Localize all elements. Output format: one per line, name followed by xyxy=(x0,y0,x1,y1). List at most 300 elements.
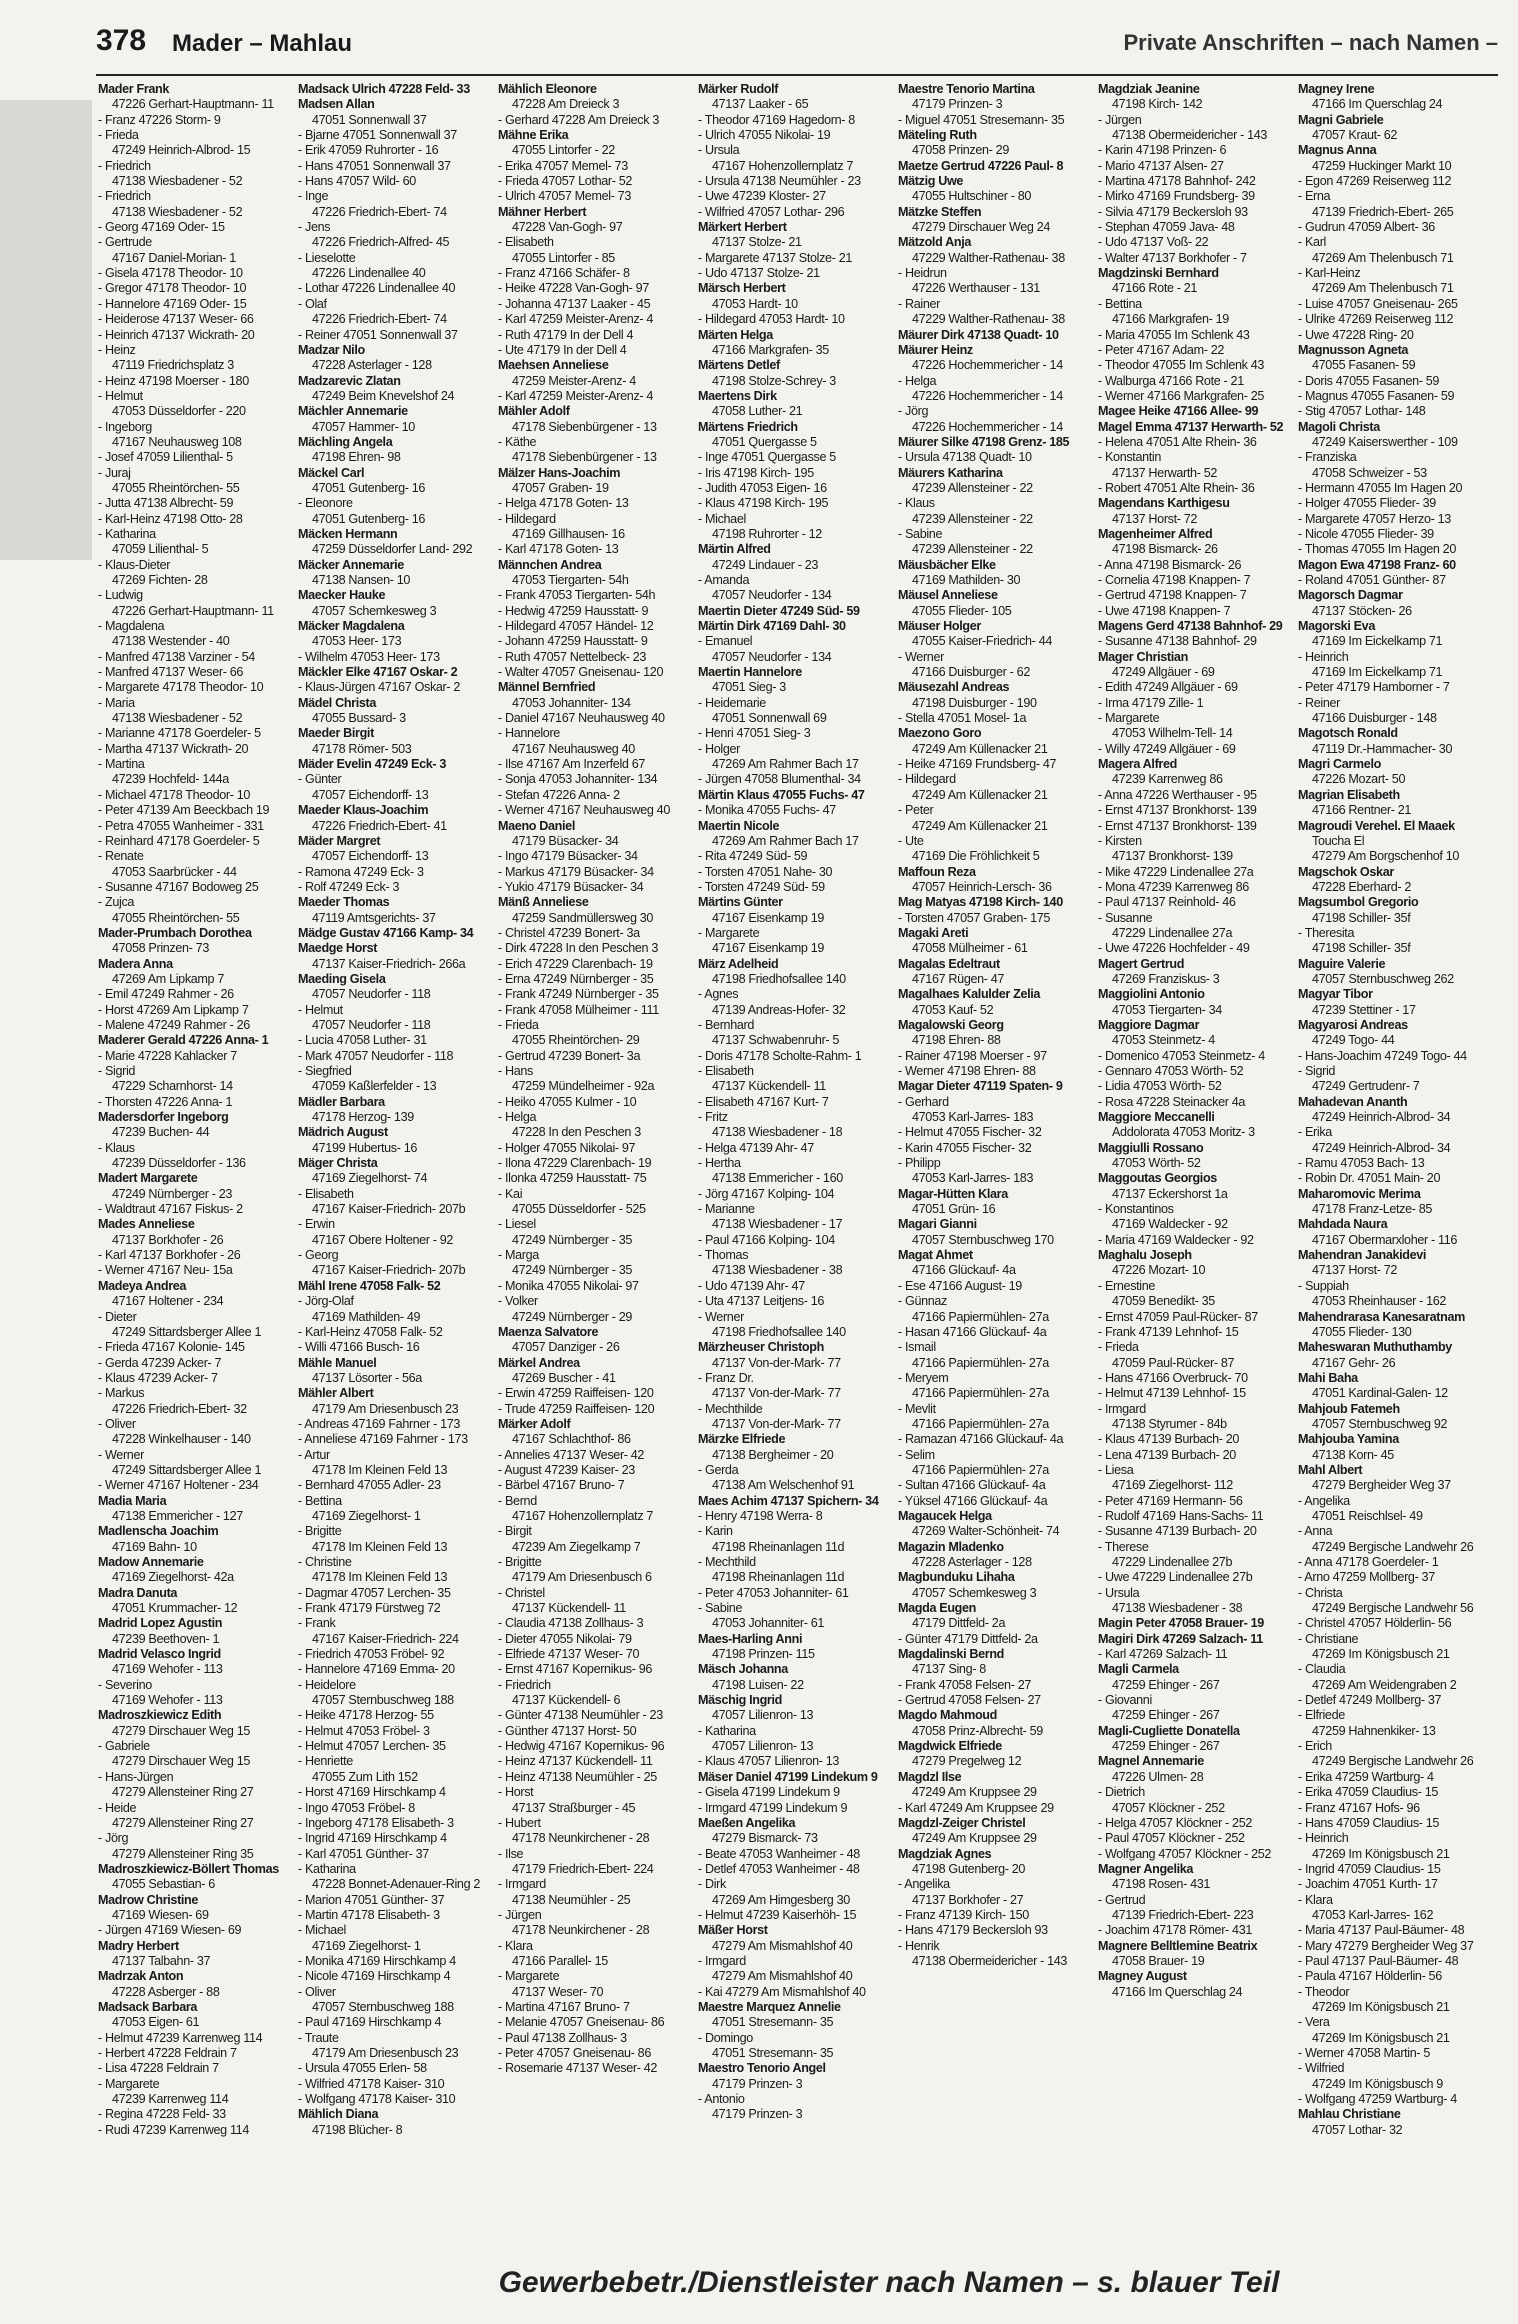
entry-line: - Ingeborg xyxy=(98,419,152,434)
entry-line: - Robin Dr. 47051 Main- 20 xyxy=(1298,1171,1441,1186)
entry-line: - Maria 47055 Im Schlenk 43 xyxy=(1098,327,1250,342)
entry-name: Mäger Christa xyxy=(298,1156,378,1171)
entry-line: - Peter 47057 Gneisenau- 86 xyxy=(498,2046,651,2060)
entry-line: 47137 Sing- 8 xyxy=(912,1662,986,1677)
entry-line: 47269 Fichten- 28 xyxy=(112,573,208,587)
entry-line: 47057 Neudorfer - 118 xyxy=(312,1017,431,1032)
entry-line: 47137 Herwarth- 52 xyxy=(1112,465,1218,480)
entry-line: - Franz 47166 Schäfer- 8 xyxy=(498,266,630,281)
entry-line: - Franz 47226 Storm- 9 xyxy=(98,112,221,127)
entry-line: 47055 Kaiser-Friedrich- 44 xyxy=(912,634,1052,649)
entry-line: - Iris 47198 Kirch- 195 xyxy=(698,465,814,480)
entry-line: 47166 Papiermühlen- 27a xyxy=(912,1309,1049,1324)
entry-line: 47057 Heinrich-Lersch- 36 xyxy=(912,879,1052,894)
entry-line: - Hedwig 47259 Hausstatt- 9 xyxy=(498,603,649,618)
entry-name: Mädrich August xyxy=(298,1125,388,1140)
entry-name: Maggiore Dagmar xyxy=(1098,1017,1200,1032)
entry-name: Madera Anna xyxy=(98,956,173,971)
entry-line: - Karl 47259 Meister-Arenz- 4 xyxy=(498,312,654,327)
entry-line: 47138 Emmericher - 160 xyxy=(712,1171,843,1186)
entry-line: 47226 Friedrich-Ebert- 41 xyxy=(312,818,447,833)
entry-line: - Käthe xyxy=(498,434,537,449)
entry-line: - Eleonore xyxy=(298,496,353,511)
entry-line: 47198 Rosen- 431 xyxy=(1112,1877,1211,1892)
entry-line: - Dieter 47055 Nikolai- 79 xyxy=(498,1631,632,1646)
entry-name: Magri Carmelo xyxy=(1298,757,1381,772)
entry-name: Magera Alfred xyxy=(1098,757,1177,772)
entry-line: 47229 Lindenallee 27b xyxy=(1112,1555,1233,1569)
entry-line: 47239 Allensteiner - 22 xyxy=(912,480,1033,495)
entry-name: Mätzold Anja xyxy=(898,235,971,250)
entry-line: - Heinz xyxy=(98,342,136,357)
entry-line: - Horst 47269 Am Lipkamp 7 xyxy=(98,1002,249,1017)
entry-line: 47279 Am Mismahlshof 40 xyxy=(712,1969,853,1984)
entry-name: Mahjoub Fatemeh xyxy=(1298,1401,1400,1416)
entry-line: - Susanne 47139 Burbach- 20 xyxy=(1098,1524,1257,1539)
entry-line: 47199 Hubertus- 16 xyxy=(312,1140,418,1155)
entry-line: 47057 Graben- 19 xyxy=(512,480,609,495)
entry-line: 47249 Nürnberger - 35 xyxy=(512,1232,633,1247)
entry-name: Madrid Lopez Agustin xyxy=(98,1616,223,1631)
entry-line: - Helmut 47139 Lehnhof- 15 xyxy=(1098,1386,1246,1401)
entry-line: 47169 Ziegelhorst- 1 xyxy=(312,1938,421,1953)
entry-line: - Martin 47178 Elisabeth- 3 xyxy=(298,1907,440,1922)
entry-line: 47137 Weser- 70 xyxy=(512,1984,604,1999)
entry-line: - Willi 47166 Busch- 16 xyxy=(298,1340,420,1355)
entry-line: - Hans-Joachim 47249 Togo- 44 xyxy=(1298,1048,1467,1063)
entry-line: - Mechthild xyxy=(698,1555,756,1569)
entry-line: 47269 Im Königsbusch 21 xyxy=(1312,1647,1450,1662)
entry-line: 47057 Sternbuschweg 188 xyxy=(312,1999,454,2014)
entry-line: 47249 Bergische Landwehr 56 xyxy=(1312,1601,1474,1616)
entry-line: - Helga xyxy=(498,1110,537,1125)
entry-line: - Rudolf 47169 Hans-Sachs- 11 xyxy=(1098,1508,1264,1523)
page-header xyxy=(96,24,1498,68)
entry-name: Mager Christian xyxy=(1098,649,1188,664)
entry-line: 47198 Rheinanlagen 11d xyxy=(712,1570,845,1585)
entry-name: Mäschig Ingrid xyxy=(698,1693,782,1708)
entry-line: 47166 Papiermühlen- 27a xyxy=(912,1462,1049,1477)
entry-line: 47138 Neumühler - 25 xyxy=(512,1892,631,1907)
entry-line: - Gerhard xyxy=(898,1094,949,1109)
entry-line: - Ernst 47137 Bronkhorst- 139 xyxy=(1098,818,1257,833)
entry-name: Magorsch Dagmar xyxy=(1298,588,1403,603)
entry-line: 47279 Pregelweg 12 xyxy=(912,1754,1022,1769)
entry-name: Mäßer Horst xyxy=(698,1923,768,1938)
entry-line: - Monika 47055 Nikolai- 97 xyxy=(498,1278,639,1293)
entry-name: Maeder Birgit xyxy=(298,726,374,741)
entry-name: Mäurer Silke 47198 Grenz- 185 xyxy=(898,434,1070,449)
entry-line: - Hans 47057 Wild- 60 xyxy=(298,174,416,189)
entry-line: 47169 Wehofer - 113 xyxy=(112,1662,223,1677)
entry-line: - Heinz 47198 Moerser - 180 xyxy=(98,373,249,388)
entry-line: - Petra 47055 Wanheimer - 331 xyxy=(98,818,264,833)
entry-line: - Therese xyxy=(1098,1539,1149,1554)
entry-line: - Helga 47057 Klöckner - 252 xyxy=(1098,1815,1253,1830)
entry-line: - Martina 47167 Bruno- 7 xyxy=(498,1999,630,2014)
entry-name: Magert Gertrud xyxy=(1098,956,1185,971)
entry-line: - Detlef 47053 Wanheimer - 48 xyxy=(698,1861,860,1876)
entry-line: - Werner xyxy=(898,649,944,664)
entry-line: 47166 Glückauf- 4a xyxy=(912,1263,1016,1278)
entry-name: Mädler Barbara xyxy=(298,1094,385,1109)
entry-line: 47179 Am Driesenbusch 23 xyxy=(312,1401,459,1416)
entry-line: 47057 Sternbuschweg 262 xyxy=(1312,971,1454,986)
entry-line: 47166 Markgrafen- 19 xyxy=(1112,312,1229,327)
entry-line: - Ilse 47167 Am Inzerfeld 67 xyxy=(498,757,646,772)
entry-line: - Markus xyxy=(98,1386,145,1401)
entry-line: - Frank 47058 Mülheimer - 111 xyxy=(498,1002,659,1017)
entry-line: - Rosa 47228 Steinacker 4a xyxy=(1098,1094,1246,1109)
entry-line: - Karl-Heinz 47058 Falk- 52 xyxy=(298,1324,443,1339)
entry-line: - Susanne xyxy=(1098,910,1153,925)
entry-line: - Inge 47051 Quergasse 5 xyxy=(698,450,836,465)
entry-line: - Udo 47139 Ahr- 47 xyxy=(698,1278,805,1293)
entry-line: 47051 Stresemann- 35 xyxy=(712,2015,834,2030)
entry-name: Madzar Nilo xyxy=(298,342,365,357)
entry-name: Madrow Christine xyxy=(98,1892,199,1907)
entry-line: 47058 Prinzen- 29 xyxy=(912,143,1009,158)
entry-line: 47053 Saarbrücker - 44 xyxy=(112,864,237,879)
entry-line: 47198 Ehren- 98 xyxy=(312,450,401,465)
entry-line: - Dagmar 47057 Lerchen- 35 xyxy=(298,1585,451,1600)
entry-line: 47198 Prinzen- 115 xyxy=(712,1647,815,1662)
entry-line: 47137 Von-der-Mark- 77 xyxy=(712,1386,841,1401)
entry-line: - Paul 47137 Paul-Bäumer- 48 xyxy=(1298,1953,1459,1968)
entry-line: - Marianne xyxy=(698,1202,755,1217)
entry-line: - Heinrich xyxy=(1298,649,1349,664)
entry-name: Magazin Mladenko xyxy=(898,1539,1004,1554)
entry-line: 47269 Am Weidengraben 2 xyxy=(1312,1677,1457,1692)
entry-line: - Oliver xyxy=(298,1984,336,1999)
entry-line: 47138 Korn- 45 xyxy=(1312,1447,1394,1462)
entry-name: Mäcker Magdalena xyxy=(298,619,405,634)
entry-line: 47166 Papiermühlen- 27a xyxy=(912,1386,1049,1401)
entry-line: 47228 In den Peschen 3 xyxy=(512,1125,641,1140)
entry-line: 47138 Westender - 40 xyxy=(112,634,230,649)
entry-line: - Udo 47137 Voß- 22 xyxy=(1098,235,1209,250)
entry-line: 47178 Im Kleinen Feld 13 xyxy=(312,1462,448,1477)
entry-name: Mäder Margret xyxy=(298,833,381,848)
entry-name: Mäusezahl Andreas xyxy=(898,680,1010,695)
entry-name: Magat Ahmet xyxy=(898,1248,973,1263)
entry-name: Mäusbächer Elke xyxy=(898,557,996,572)
entry-line: - Werner 47167 Holtener - 234 xyxy=(98,1478,259,1493)
entry-line: - Frank xyxy=(298,1616,336,1631)
entry-line: 47279 Dirschauer Weg 15 xyxy=(112,1754,251,1769)
entry-line: 47137 Laaker - 65 xyxy=(712,97,809,112)
entry-line: 47059 Kaßlerfelder - 13 xyxy=(312,1079,437,1094)
entry-name: Madsack Barbara xyxy=(98,1999,198,2014)
entry-line: - Selim xyxy=(898,1447,935,1462)
entry-name: Mäsch Johanna xyxy=(698,1662,788,1677)
entry-line: 47138 Wiesbadener - 17 xyxy=(712,1217,843,1232)
entry-line: 47137 Lösorter - 56a xyxy=(312,1370,422,1385)
entry-line: - Klara xyxy=(1298,1892,1333,1907)
entry-line: - Bernhard 47055 Adler- 23 xyxy=(298,1478,441,1493)
entry-name: Märtens Detlef xyxy=(698,358,780,373)
entry-line: - Christiane xyxy=(1298,1631,1359,1646)
entry-line: - Heide xyxy=(98,1800,137,1815)
entry-name: Mähle Manuel xyxy=(298,1355,377,1370)
entry-line: - Hans 47166 Overbruck- 70 xyxy=(1098,1370,1248,1385)
entry-line: 47279 Dirschauer Weg 24 xyxy=(912,220,1051,235)
entry-line: - Ursula xyxy=(1098,1585,1140,1600)
entry-line: - Siegfried xyxy=(298,1064,352,1078)
page-number: 378 xyxy=(96,24,147,57)
entry-line: - Heike 47228 Van-Gogh- 97 xyxy=(498,281,649,296)
entry-line: - Helmut 47239 Karrenweg 114 xyxy=(98,2030,263,2045)
directory-column-1 xyxy=(98,82,294,2242)
entry-name: Maggiulli Rossano xyxy=(1098,1140,1204,1155)
entry-line: - Georg xyxy=(298,1248,339,1263)
entry-line: 47259 Huckinger Markt 10 xyxy=(1312,158,1452,173)
section-title: Private Anschriften – nach Namen – xyxy=(1123,30,1498,55)
entry-line: - Bernd xyxy=(498,1493,537,1508)
entry-line: 47057 Eichendorff- 13 xyxy=(312,787,429,802)
entry-name: Märtens Friedrich xyxy=(698,419,798,434)
entry-line: - Erna xyxy=(1298,189,1331,204)
entry-line: - Günter 47179 Dittfeld- 2a xyxy=(898,1631,1038,1646)
entry-line: - Elisabeth xyxy=(698,1064,754,1078)
entry-line: - Hans 47059 Claudius- 15 xyxy=(1298,1815,1440,1830)
entry-line: - Daniel 47167 Neuhausweg 40 xyxy=(498,711,665,726)
entry-line: - Paula 47167 Hölderlin- 56 xyxy=(1298,1969,1442,1984)
entry-name: Magyar Tibor xyxy=(1298,987,1373,1002)
entry-line: - Wilfried 47057 Lothar- 296 xyxy=(698,204,845,219)
entry-line: 47138 Wiesbadener - 52 xyxy=(112,174,243,189)
entry-line: 47169 Ziegelhorst- 1 xyxy=(312,1508,421,1523)
entry-line: 47198 Bismarck- 26 xyxy=(1112,542,1218,557)
entry-line: - Ilonka 47259 Hausstatt- 75 xyxy=(498,1171,647,1186)
entry-line: - Kai 47279 Am Mismahlshof 40 xyxy=(698,1984,866,1999)
entry-line: - Theresita xyxy=(1298,925,1355,940)
entry-line: 47058 Mülheimer - 61 xyxy=(912,941,1028,956)
entry-line: 47249 Sittardsberger Allee 1 xyxy=(112,1324,262,1339)
entry-line: - Walburga 47166 Rote - 21 xyxy=(1098,373,1244,388)
entry-line: 47279 Bergheider Weg 37 xyxy=(1312,1478,1451,1493)
entry-name: Mahadevan Ananth xyxy=(1298,1094,1408,1109)
entry-name: Märker Adolf xyxy=(498,1416,571,1431)
entry-line: 47228 Asberger - 88 xyxy=(112,1984,220,1999)
entry-line: - Juraj xyxy=(98,465,131,480)
entry-line: 47198 Gutenberg- 20 xyxy=(912,1861,1026,1876)
entry-line: 47178 Herzog- 139 xyxy=(312,1110,414,1125)
entry-line: - Torsten 47057 Graben- 175 xyxy=(898,910,1051,925)
entry-name: Madzarevic Zlatan xyxy=(298,373,401,388)
entry-line: - Erna 47249 Nürnberger - 35 xyxy=(498,971,654,986)
entry-line: - Günther 47137 Horst- 50 xyxy=(498,1723,637,1738)
entry-name: Mäder Evelin 47249 Eck- 3 xyxy=(298,757,447,772)
entry-line: - Irmgard xyxy=(698,1953,746,1968)
entry-line: - Georg 47169 Oder- 15 xyxy=(98,220,225,235)
entry-line: - Erich xyxy=(1298,1739,1332,1754)
entry-line: - Rolf 47249 Eck- 3 xyxy=(298,879,400,894)
entry-line: - Hannelore 47169 Oder- 15 xyxy=(98,296,247,311)
entry-line: 47053 Tiergarten- 34 xyxy=(1112,1002,1222,1017)
entry-line: 47051 Kardinal-Galen- 12 xyxy=(1312,1386,1448,1401)
entry-line: - Irmgard xyxy=(1098,1401,1146,1416)
entry-line: 47138 Wiesbadener - 38 xyxy=(712,1263,843,1278)
entry-line: 47269 Am Rahmer Bach 17 xyxy=(712,833,859,848)
entry-name: März Adelheid xyxy=(698,956,779,971)
entry-line: - Philipp xyxy=(898,1156,941,1171)
entry-name: Maertin Nicole xyxy=(698,818,780,833)
entry-name: Märkel Andrea xyxy=(498,1355,580,1370)
entry-line: - Frieda xyxy=(498,1017,539,1032)
entry-line: - Sigrid xyxy=(1298,1064,1336,1078)
entry-line: - Detlef 47249 Mollberg- 37 xyxy=(1298,1693,1442,1708)
entry-name: Magdziak Jeanine xyxy=(1098,82,1200,96)
entry-line: 47198 Stolze-Schrey- 3 xyxy=(712,373,836,388)
entry-line: 47169 Mathilden- 49 xyxy=(312,1309,421,1324)
entry-line: 47249 Heinrich-Albrod- 34 xyxy=(1312,1140,1451,1155)
entry-line: - Stephan 47059 Java- 48 xyxy=(1098,220,1235,235)
entry-line: 47057 Sternbuschweg 92 xyxy=(1312,1416,1448,1431)
entry-line: 47228 Asterlager - 128 xyxy=(912,1555,1032,1569)
entry-line: - Paul 47166 Kolping- 104 xyxy=(698,1232,835,1247)
entry-line: 47166 Papiermühlen- 27a xyxy=(912,1416,1049,1431)
entry-line: - Uwe 47226 Hochfelder - 49 xyxy=(1098,941,1250,956)
entry-line: - Lucia 47058 Luther- 31 xyxy=(298,1033,427,1048)
entry-line: - Werner 47198 Ehren- 88 xyxy=(898,1064,1036,1078)
entry-line: - Werner 47167 Neu- 15a xyxy=(98,1263,233,1278)
entry-line: - Margarete xyxy=(1098,711,1160,726)
entry-name: Mähner Herbert xyxy=(498,204,587,219)
entry-line: - Ute xyxy=(898,833,924,848)
entry-name: Magenheimer Alfred xyxy=(1098,526,1213,541)
entry-line: 47166 Duisburger - 148 xyxy=(1312,711,1437,726)
entry-line: - Agnes xyxy=(698,987,739,1002)
entry-line: - Heike 47169 Frundsberg- 47 xyxy=(898,757,1057,772)
entry-line: 47138 Obermeidericher - 143 xyxy=(912,1953,1068,1968)
entry-line: - Christa xyxy=(1298,1585,1343,1600)
entry-line: - Heike 47178 Herzog- 55 xyxy=(298,1708,434,1723)
entry-line: 47057 Kraut- 62 xyxy=(1312,128,1398,143)
entry-line: - Josef 47059 Lilienthal- 5 xyxy=(98,450,233,465)
entry-line: - Ingrid 47169 Hirschkamp 4 xyxy=(298,1831,447,1846)
entry-line: - Joachim 47178 Römer- 431 xyxy=(1098,1923,1252,1938)
entry-line: - Miguel 47051 Stresemann- 35 xyxy=(898,112,1065,127)
entry-name: Madsen Allan xyxy=(298,97,375,112)
entry-line: 47057 Sternbuschweg 188 xyxy=(312,1693,454,1708)
entry-line: - Malene 47249 Rahmer - 26 xyxy=(98,1017,250,1032)
entry-line: 47259 Meister-Arenz- 4 xyxy=(512,373,636,388)
entry-line: 47166 Im Querschlag 24 xyxy=(1112,1984,1243,1999)
entry-line: - Werner xyxy=(98,1447,144,1462)
entry-line: - Emil 47249 Rahmer - 26 xyxy=(98,987,234,1002)
entry-line: - Günter xyxy=(298,772,342,787)
entry-line: - Erika 47057 Memel- 73 xyxy=(498,158,628,173)
entry-line: - Beate 47053 Wanheimer - 48 xyxy=(698,1846,860,1861)
entry-line: - Margarete 47057 Herzo- 13 xyxy=(1298,511,1451,526)
entry-line: - Bjarne 47051 Sonnenwall 37 xyxy=(298,128,457,143)
entry-line: 47226 Hochemmericher - 14 xyxy=(912,358,1063,373)
entry-line: - Emanuel xyxy=(698,634,753,649)
entry-line: - Jutta 47138 Albrecht- 59 xyxy=(98,496,234,511)
entry-line: - Erwin xyxy=(298,1217,335,1232)
entry-line: - Frieda 47167 Kolonie- 145 xyxy=(98,1340,245,1355)
entry-name: Mahjouba Yamina xyxy=(1298,1432,1399,1447)
entry-line: - Ingrid 47059 Claudius- 15 xyxy=(1298,1861,1441,1876)
entry-line: - Heinrich 47137 Wickrath- 20 xyxy=(98,327,255,342)
entry-line: - Ingo 47053 Fröbel- 8 xyxy=(298,1800,415,1815)
entry-line: - Helmut 47053 Fröbel- 3 xyxy=(298,1723,430,1738)
entry-line: - Renate xyxy=(98,849,144,864)
entry-line: - Heiderose 47137 Weser- 66 xyxy=(98,312,254,327)
entry-line: 47051 Gutenberg- 16 xyxy=(312,480,426,495)
entry-line: - Katharina xyxy=(98,526,156,541)
entry-line: - Maria 47169 Waldecker - 92 xyxy=(1098,1232,1254,1247)
entry-line: - Jürgen 47169 Wiesen- 69 xyxy=(98,1923,242,1938)
entry-line: 47137 Kückendell- 11 xyxy=(512,1601,626,1616)
entry-line: - Angelika xyxy=(898,1877,950,1892)
entry-line: 47259 Ehinger - 267 xyxy=(1112,1708,1220,1723)
entry-line: 47279 Allensteiner Ring 27 xyxy=(112,1815,254,1830)
entry-name: Mählich Eleonore xyxy=(498,82,597,96)
entry-line: - Christel 47057 Hölderlin- 56 xyxy=(1298,1616,1452,1631)
entry-line: 47269 Walter-Schönheit- 74 xyxy=(912,1524,1060,1539)
entry-line: - Herbert 47228 Feldrain 7 xyxy=(98,2046,237,2060)
entry-line: - Friedrich xyxy=(498,1677,551,1692)
entry-name: Maderer Gerald 47226 Anna- 1 xyxy=(98,1033,269,1048)
entry-line: - Hubert xyxy=(498,1815,541,1830)
header-rule xyxy=(96,74,1498,76)
entry-line: - Vera xyxy=(1298,2015,1330,2030)
entry-line: - Henri 47051 Sieg- 3 xyxy=(698,726,811,741)
entry-name: Maffoun Reza xyxy=(898,864,976,879)
entry-line: - Werner 47058 Martin- 5 xyxy=(1298,2046,1431,2060)
entry-line: - Heinrich xyxy=(1298,1831,1349,1846)
entry-name: Mädge Gustav 47166 Kamp- 34 xyxy=(298,925,474,940)
entry-name: Magari Gianni xyxy=(898,1217,977,1232)
entry-line: 47057 Sternbuschweg 170 xyxy=(912,1232,1054,1247)
entry-line: 47138 Wiesbadener - 38 xyxy=(1112,1601,1243,1616)
entry-line: 47057 Lothar- 32 xyxy=(1312,2122,1403,2137)
entry-name: Märtin Alfred xyxy=(698,542,771,557)
entry-line: 47138 Wiesbadener - 52 xyxy=(112,204,243,219)
entry-line: 47167 Neuhausweg 40 xyxy=(512,741,635,756)
entry-line: 47249 Lindauer - 23 xyxy=(712,557,819,572)
entry-line: - Irma 47179 Zille- 1 xyxy=(1098,695,1204,710)
entry-line: 47059 Benedikt- 35 xyxy=(1112,1294,1215,1309)
entry-line: - Marie 47228 Kahlacker 7 xyxy=(98,1048,237,1063)
entry-line: 47057 Neudorfer - 118 xyxy=(312,987,431,1002)
entry-line: - Susanne 47138 Bahnhof- 29 xyxy=(1098,634,1257,649)
entry-line: 47167 Hohenzollernplatz 7 xyxy=(512,1508,654,1523)
entry-line: 47138 Nansen- 10 xyxy=(312,573,411,587)
entry-line: 47169 Im Eickelkamp 71 xyxy=(1312,634,1443,649)
entry-line: - Cornelia 47198 Knappen- 7 xyxy=(1098,573,1251,587)
entry-line: 47053 Karl-Jarres- 183 xyxy=(912,1110,1034,1125)
entry-line: - Hans-Jürgen xyxy=(98,1769,174,1784)
entry-line: 47229 Scharnhorst- 14 xyxy=(112,1079,233,1094)
entry-name: Männel Bernfried xyxy=(498,680,596,695)
entry-name: Märzke Elfriede xyxy=(698,1432,786,1447)
directory-columns xyxy=(98,82,1498,2242)
entry-line: - Wolfgang 47259 Wartburg- 4 xyxy=(1298,2092,1457,2107)
entry-line: - Frieda 47057 Lothar- 52 xyxy=(498,174,633,189)
entry-name: Magel Emma 47137 Herwarth- 52 xyxy=(1098,419,1284,434)
entry-line: - Luise 47057 Gneisenau- 265 xyxy=(1298,296,1458,311)
entry-line: 47138 Styrumer - 84b xyxy=(1112,1416,1227,1431)
entry-line: - Margarete xyxy=(98,2076,160,2091)
entry-line: 47269 Im Königsbusch 21 xyxy=(1312,1846,1450,1861)
entry-line: 47166 Markgrafen- 35 xyxy=(712,342,829,357)
entry-line: 47228 Asterlager - 128 xyxy=(312,358,432,373)
entry-name: Mächler Annemarie xyxy=(298,404,408,419)
entry-name: Maes Achim 47137 Spichern- 34 xyxy=(698,1493,879,1508)
